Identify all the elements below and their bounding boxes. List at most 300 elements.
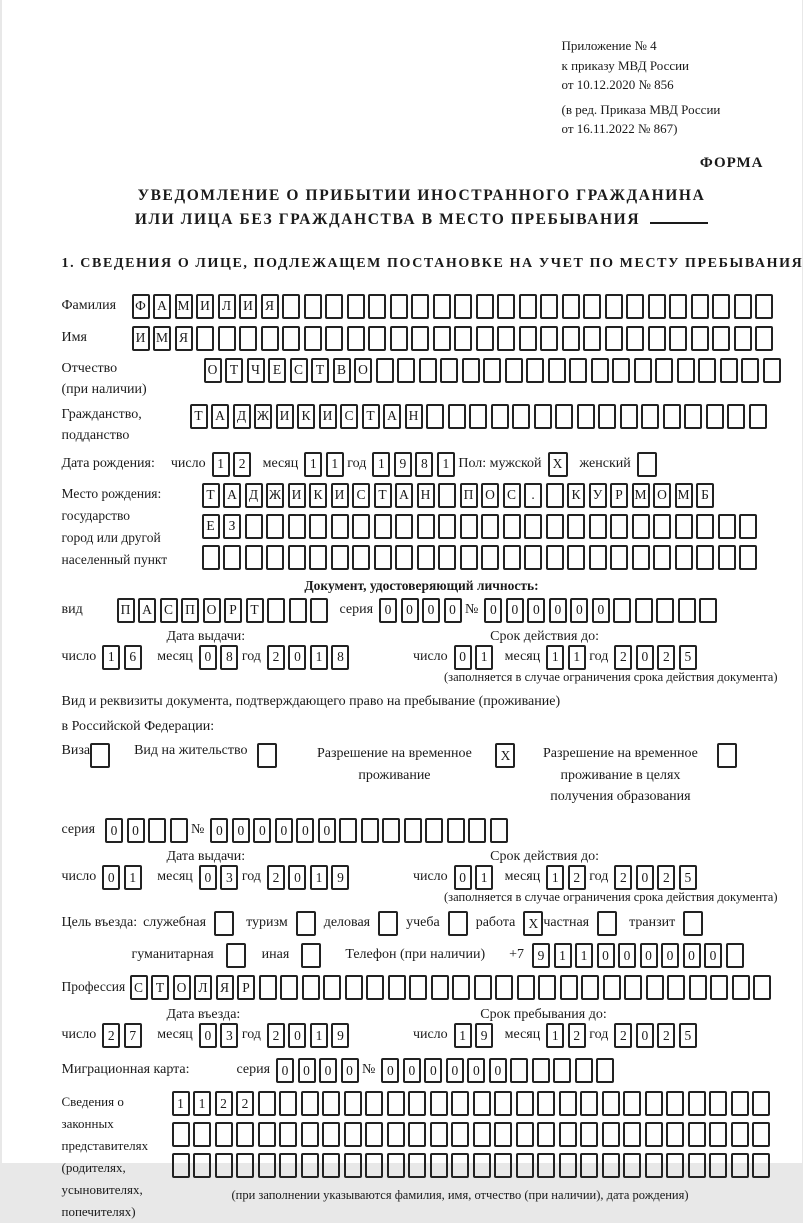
form-cell[interactable]: 1 xyxy=(568,645,586,670)
form-cell[interactable] xyxy=(451,1122,469,1147)
form-cell[interactable]: Т xyxy=(225,358,243,383)
form-cell[interactable] xyxy=(172,1122,190,1147)
form-cell[interactable]: 0 xyxy=(288,865,306,890)
form-cell[interactable] xyxy=(301,1091,319,1116)
form-cell[interactable]: 0 xyxy=(210,818,228,843)
form-cell[interactable] xyxy=(494,1153,512,1178)
form-cell[interactable] xyxy=(236,1153,254,1178)
form-cell[interactable]: 0 xyxy=(318,818,336,843)
form-cell[interactable] xyxy=(322,1153,340,1178)
form-cell[interactable]: И xyxy=(319,404,337,429)
form-cell[interactable]: С xyxy=(130,975,148,1000)
form-cell[interactable] xyxy=(605,294,623,319)
form-cell[interactable]: 1 xyxy=(102,645,120,670)
form-cell[interactable] xyxy=(734,294,752,319)
form-cell[interactable]: 0 xyxy=(275,818,293,843)
form-cell[interactable] xyxy=(417,545,435,570)
form-cell[interactable]: 8 xyxy=(331,645,349,670)
form-cell[interactable]: 9 xyxy=(331,1023,349,1048)
form-cell[interactable]: 0 xyxy=(379,598,397,623)
form-cell[interactable] xyxy=(390,294,408,319)
form-cell[interactable]: 0 xyxy=(288,1023,306,1048)
form-cell[interactable]: Т xyxy=(151,975,169,1000)
form-cell[interactable] xyxy=(688,1122,706,1147)
form-cell[interactable] xyxy=(258,1153,276,1178)
form-cell[interactable] xyxy=(280,975,298,1000)
form-cell[interactable] xyxy=(589,545,607,570)
form-cell[interactable]: В xyxy=(333,358,351,383)
form-cell[interactable] xyxy=(323,975,341,1000)
form-cell[interactable] xyxy=(431,975,449,1000)
form-cell[interactable]: 1 xyxy=(372,452,390,477)
form-cell[interactable] xyxy=(696,514,714,539)
entry-day-cells[interactable] xyxy=(102,1023,145,1048)
form-cell[interactable] xyxy=(684,404,702,429)
form-cell[interactable] xyxy=(510,1058,528,1083)
form-cell[interactable] xyxy=(409,975,427,1000)
form-cell[interactable]: 0 xyxy=(704,943,722,968)
doc-issue-day-cells[interactable] xyxy=(102,645,145,670)
form-cell[interactable] xyxy=(666,1091,684,1116)
form-cell[interactable]: 0 xyxy=(467,1058,485,1083)
stay-issue-year-cells[interactable] xyxy=(267,865,353,890)
form-cell[interactable] xyxy=(526,358,544,383)
birthplace-cells-row2[interactable] xyxy=(202,514,761,539)
form-cell[interactable] xyxy=(580,1153,598,1178)
form-cell[interactable] xyxy=(675,514,693,539)
form-cell[interactable] xyxy=(667,975,685,1000)
form-cell[interactable] xyxy=(653,545,671,570)
form-cell[interactable] xyxy=(331,514,349,539)
form-cell[interactable]: 0 xyxy=(661,943,679,968)
form-cell[interactable] xyxy=(494,1122,512,1147)
form-cell[interactable] xyxy=(417,514,435,539)
purpose-humanitarian-checkbox[interactable] xyxy=(226,943,246,968)
form-cell[interactable]: 0 xyxy=(422,598,440,623)
doc-number-cells[interactable] xyxy=(484,598,721,623)
form-cell[interactable] xyxy=(438,514,456,539)
citizenship-cells[interactable] xyxy=(190,404,771,429)
form-cell[interactable] xyxy=(170,818,188,843)
form-cell[interactable]: 2 xyxy=(267,645,285,670)
form-cell[interactable]: 0 xyxy=(527,598,545,623)
mig-number-cells[interactable] xyxy=(381,1058,618,1083)
doc-kind-cells[interactable] xyxy=(117,598,332,623)
form-cell[interactable]: Л xyxy=(218,294,236,319)
form-cell[interactable] xyxy=(753,975,771,1000)
form-cell[interactable] xyxy=(709,1153,727,1178)
form-cell[interactable]: 9 xyxy=(331,865,349,890)
form-cell[interactable] xyxy=(454,326,472,351)
form-cell[interactable] xyxy=(257,743,277,768)
form-cell[interactable] xyxy=(734,326,752,351)
form-cell[interactable]: М xyxy=(175,294,193,319)
form-cell[interactable]: 0 xyxy=(401,598,419,623)
form-cell[interactable] xyxy=(656,598,674,623)
form-cell[interactable] xyxy=(193,1122,211,1147)
form-cell[interactable] xyxy=(613,598,631,623)
form-cell[interactable] xyxy=(720,358,738,383)
form-cell[interactable]: 5 xyxy=(679,645,697,670)
form-cell[interactable] xyxy=(503,514,521,539)
form-cell[interactable] xyxy=(347,326,365,351)
form-cell[interactable] xyxy=(202,545,220,570)
form-cell[interactable] xyxy=(447,818,465,843)
form-cell[interactable] xyxy=(172,1153,190,1178)
doc-until-day-cells[interactable] xyxy=(454,645,497,670)
form-cell[interactable]: 0 xyxy=(288,645,306,670)
form-cell[interactable] xyxy=(512,404,530,429)
form-cell[interactable] xyxy=(419,358,437,383)
form-cell[interactable] xyxy=(397,358,415,383)
form-cell[interactable] xyxy=(282,326,300,351)
form-cell[interactable] xyxy=(623,1153,641,1178)
form-cell[interactable] xyxy=(310,598,328,623)
form-cell[interactable] xyxy=(516,1091,534,1116)
form-cell[interactable] xyxy=(752,1091,770,1116)
purpose-official-checkbox[interactable] xyxy=(214,911,234,936)
form-cell[interactable] xyxy=(476,294,494,319)
form-cell[interactable]: Л xyxy=(194,975,212,1000)
form-cell[interactable] xyxy=(301,1153,319,1178)
form-cell[interactable]: С xyxy=(290,358,308,383)
form-cell[interactable]: Д xyxy=(233,404,251,429)
form-cell[interactable]: 0 xyxy=(446,1058,464,1083)
form-cell[interactable] xyxy=(460,545,478,570)
form-cell[interactable]: Д xyxy=(245,483,263,508)
form-cell[interactable] xyxy=(469,404,487,429)
form-cell[interactable] xyxy=(279,1091,297,1116)
form-cell[interactable] xyxy=(404,818,422,843)
form-cell[interactable] xyxy=(710,975,728,1000)
form-cell[interactable]: 0 xyxy=(102,865,120,890)
form-cell[interactable] xyxy=(451,1153,469,1178)
form-cell[interactable] xyxy=(519,294,537,319)
form-cell[interactable]: У xyxy=(589,483,607,508)
form-cell[interactable] xyxy=(706,404,724,429)
form-cell[interactable]: 1 xyxy=(172,1091,190,1116)
form-cell[interactable]: 0 xyxy=(640,943,658,968)
form-cell[interactable] xyxy=(688,1153,706,1178)
form-cell[interactable] xyxy=(345,975,363,1000)
form-cell[interactable]: 0 xyxy=(199,1023,217,1048)
form-cell[interactable] xyxy=(322,1122,340,1147)
form-cell[interactable] xyxy=(583,294,601,319)
form-cell[interactable] xyxy=(612,358,630,383)
form-cell[interactable] xyxy=(569,358,587,383)
form-cell[interactable]: X xyxy=(523,911,543,936)
form-cell[interactable]: Ж xyxy=(266,483,284,508)
form-cell[interactable]: 1 xyxy=(124,865,142,890)
form-cell[interactable]: И xyxy=(132,326,150,351)
form-cell[interactable]: 0 xyxy=(341,1058,359,1083)
birth-month-cells[interactable] xyxy=(304,452,347,477)
form-cell[interactable] xyxy=(258,1122,276,1147)
form-cell[interactable] xyxy=(655,358,673,383)
form-cell[interactable]: М xyxy=(632,483,650,508)
form-cell[interactable] xyxy=(540,326,558,351)
stay-till-month-cells[interactable] xyxy=(546,1023,589,1048)
form-cell[interactable] xyxy=(567,514,585,539)
form-cell[interactable] xyxy=(598,404,616,429)
temp-permit-edu-checkbox[interactable] xyxy=(717,743,737,768)
form-cell[interactable] xyxy=(683,911,703,936)
form-cell[interactable] xyxy=(448,911,468,936)
form-cell[interactable] xyxy=(597,911,617,936)
form-cell[interactable] xyxy=(517,975,535,1000)
mig-series-cells[interactable] xyxy=(276,1058,362,1083)
form-cell[interactable] xyxy=(494,1091,512,1116)
form-cell[interactable]: А xyxy=(211,404,229,429)
form-cell[interactable] xyxy=(519,326,537,351)
form-cell[interactable] xyxy=(378,911,398,936)
form-cell[interactable] xyxy=(583,326,601,351)
form-cell[interactable] xyxy=(602,1122,620,1147)
form-cell[interactable] xyxy=(546,545,564,570)
form-cell[interactable] xyxy=(752,1122,770,1147)
form-cell[interactable] xyxy=(709,1091,727,1116)
form-cell[interactable] xyxy=(279,1153,297,1178)
form-cell[interactable] xyxy=(562,326,580,351)
form-cell[interactable] xyxy=(641,404,659,429)
stay-number-cells[interactable] xyxy=(210,818,511,843)
form-cell[interactable] xyxy=(623,1122,641,1147)
form-cell[interactable] xyxy=(537,1153,555,1178)
form-cell[interactable]: П xyxy=(460,483,478,508)
form-cell[interactable] xyxy=(755,326,773,351)
form-cell[interactable]: 0 xyxy=(618,943,636,968)
form-cell[interactable]: 1 xyxy=(475,645,493,670)
form-cell[interactable]: 2 xyxy=(102,1023,120,1048)
form-cell[interactable] xyxy=(696,545,714,570)
form-cell[interactable]: 2 xyxy=(657,645,675,670)
form-cell[interactable]: 1 xyxy=(310,865,328,890)
form-cell[interactable] xyxy=(689,975,707,1000)
form-cell[interactable]: 0 xyxy=(484,598,502,623)
form-cell[interactable]: Р xyxy=(224,598,242,623)
form-cell[interactable]: И xyxy=(331,483,349,508)
form-cell[interactable] xyxy=(387,1091,405,1116)
form-cell[interactable]: И xyxy=(239,294,257,319)
form-cell[interactable]: С xyxy=(352,483,370,508)
form-cell[interactable] xyxy=(282,294,300,319)
form-cell[interactable] xyxy=(755,294,773,319)
form-cell[interactable] xyxy=(497,326,515,351)
form-cell[interactable] xyxy=(462,358,480,383)
form-cell[interactable] xyxy=(553,1058,571,1083)
form-cell[interactable] xyxy=(451,1091,469,1116)
legal-reps-cells-row1[interactable] xyxy=(172,1091,774,1116)
form-cell[interactable] xyxy=(433,326,451,351)
form-cell[interactable]: 0 xyxy=(127,818,145,843)
form-cell[interactable] xyxy=(304,294,322,319)
form-cell[interactable]: 5 xyxy=(679,865,697,890)
form-cell[interactable]: 0 xyxy=(592,598,610,623)
form-cell[interactable] xyxy=(669,326,687,351)
form-cell[interactable] xyxy=(309,514,327,539)
form-cell[interactable] xyxy=(395,514,413,539)
form-cell[interactable] xyxy=(267,598,285,623)
form-cell[interactable]: К xyxy=(567,483,585,508)
form-cell[interactable]: 2 xyxy=(657,865,675,890)
stay-series-cells[interactable] xyxy=(105,818,191,843)
form-cell[interactable] xyxy=(483,358,501,383)
form-cell[interactable]: Я xyxy=(261,294,279,319)
form-cell[interactable] xyxy=(603,975,621,1000)
form-cell[interactable]: 0 xyxy=(636,1023,654,1048)
form-cell[interactable]: 0 xyxy=(298,1058,316,1083)
form-cell[interactable] xyxy=(505,358,523,383)
form-cell[interactable]: 9 xyxy=(394,452,412,477)
form-cell[interactable]: С xyxy=(160,598,178,623)
form-cell[interactable] xyxy=(559,1091,577,1116)
form-cell[interactable]: 2 xyxy=(614,865,632,890)
form-cell[interactable] xyxy=(430,1091,448,1116)
legal-reps-cells-row3[interactable] xyxy=(172,1153,774,1178)
form-cell[interactable] xyxy=(387,1122,405,1147)
form-cell[interactable]: О xyxy=(481,483,499,508)
form-cell[interactable]: Т xyxy=(190,404,208,429)
form-cell[interactable] xyxy=(473,1091,491,1116)
form-cell[interactable]: 1 xyxy=(212,452,230,477)
form-cell[interactable] xyxy=(602,1153,620,1178)
purpose-other-checkbox[interactable] xyxy=(301,943,321,968)
form-cell[interactable] xyxy=(635,598,653,623)
form-cell[interactable]: 0 xyxy=(403,1058,421,1083)
form-cell[interactable] xyxy=(388,975,406,1000)
form-cell[interactable]: 1 xyxy=(310,645,328,670)
temp-permit-checkbox[interactable] xyxy=(495,743,515,768)
form-cell[interactable] xyxy=(309,545,327,570)
form-cell[interactable] xyxy=(425,818,443,843)
form-cell[interactable] xyxy=(560,975,578,1000)
form-cell[interactable] xyxy=(726,943,744,968)
form-cell[interactable]: 8 xyxy=(220,645,238,670)
form-cell[interactable]: 2 xyxy=(568,865,586,890)
form-cell[interactable] xyxy=(632,514,650,539)
form-cell[interactable] xyxy=(448,404,466,429)
form-cell[interactable] xyxy=(677,358,695,383)
form-cell[interactable] xyxy=(259,975,277,1000)
form-cell[interactable]: X xyxy=(548,452,568,477)
form-cell[interactable]: П xyxy=(117,598,135,623)
form-cell[interactable]: Н xyxy=(405,404,423,429)
form-cell[interactable] xyxy=(610,545,628,570)
form-cell[interactable] xyxy=(344,1091,362,1116)
form-cell[interactable] xyxy=(669,294,687,319)
form-cell[interactable] xyxy=(532,1058,550,1083)
form-cell[interactable] xyxy=(476,326,494,351)
form-cell[interactable] xyxy=(718,545,736,570)
form-cell[interactable]: 0 xyxy=(199,865,217,890)
form-cell[interactable] xyxy=(196,326,214,351)
form-cell[interactable] xyxy=(433,294,451,319)
form-cell[interactable] xyxy=(258,1091,276,1116)
form-cell[interactable] xyxy=(376,358,394,383)
form-cell[interactable] xyxy=(368,326,386,351)
form-cell[interactable]: З xyxy=(223,514,241,539)
form-cell[interactable]: 1 xyxy=(546,865,564,890)
form-cell[interactable]: 0 xyxy=(276,1058,294,1083)
form-cell[interactable] xyxy=(620,404,638,429)
form-cell[interactable]: Т xyxy=(362,404,380,429)
form-cell[interactable]: 2 xyxy=(267,1023,285,1048)
form-cell[interactable] xyxy=(331,545,349,570)
form-cell[interactable] xyxy=(663,404,681,429)
form-cell[interactable]: А xyxy=(138,598,156,623)
form-cell[interactable]: Ж xyxy=(254,404,272,429)
form-cell[interactable]: 8 xyxy=(415,452,433,477)
form-cell[interactable] xyxy=(148,818,166,843)
form-cell[interactable]: 1 xyxy=(554,943,572,968)
form-cell[interactable]: П xyxy=(181,598,199,623)
purpose-work-checkbox[interactable] xyxy=(523,911,543,936)
form-cell[interactable] xyxy=(645,1153,663,1178)
form-cell[interactable] xyxy=(559,1153,577,1178)
form-cell[interactable]: 1 xyxy=(304,452,322,477)
form-cell[interactable] xyxy=(739,545,757,570)
form-cell[interactable] xyxy=(749,404,767,429)
form-cell[interactable] xyxy=(430,1153,448,1178)
form-cell[interactable]: 0 xyxy=(597,943,615,968)
form-cell[interactable] xyxy=(490,818,508,843)
form-cell[interactable] xyxy=(540,294,558,319)
form-cell[interactable] xyxy=(454,294,472,319)
form-cell[interactable] xyxy=(653,514,671,539)
form-cell[interactable] xyxy=(296,911,316,936)
form-cell[interactable] xyxy=(473,1122,491,1147)
form-cell[interactable] xyxy=(626,294,644,319)
stay-till-year-cells[interactable] xyxy=(614,1023,700,1048)
form-cell[interactable] xyxy=(245,545,263,570)
form-cell[interactable]: 0 xyxy=(454,645,472,670)
form-cell[interactable] xyxy=(365,1122,383,1147)
form-cell[interactable] xyxy=(503,545,521,570)
form-cell[interactable] xyxy=(581,975,599,1000)
form-cell[interactable] xyxy=(632,545,650,570)
form-cell[interactable] xyxy=(731,1091,749,1116)
form-cell[interactable] xyxy=(261,326,279,351)
birthplace-cells-row3[interactable] xyxy=(202,545,761,570)
stay-until-year-cells[interactable] xyxy=(614,865,700,890)
form-cell[interactable] xyxy=(577,404,595,429)
form-cell[interactable] xyxy=(555,404,573,429)
form-cell[interactable]: 1 xyxy=(546,1023,564,1048)
form-cell[interactable] xyxy=(562,294,580,319)
form-cell[interactable] xyxy=(580,1091,598,1116)
form-cell[interactable]: 2 xyxy=(236,1091,254,1116)
form-cell[interactable]: Р xyxy=(610,483,628,508)
patronymic-cells[interactable] xyxy=(204,358,785,383)
form-cell[interactable]: А xyxy=(383,404,401,429)
form-cell[interactable]: 3 xyxy=(220,1023,238,1048)
form-cell[interactable] xyxy=(218,326,236,351)
form-cell[interactable]: X xyxy=(495,743,515,768)
form-cell[interactable] xyxy=(624,975,642,1000)
form-cell[interactable] xyxy=(610,514,628,539)
form-cell[interactable] xyxy=(717,743,737,768)
form-cell[interactable] xyxy=(473,1153,491,1178)
form-cell[interactable] xyxy=(344,1153,362,1178)
form-cell[interactable] xyxy=(534,404,552,429)
form-cell[interactable] xyxy=(347,294,365,319)
sex-female-checkbox[interactable] xyxy=(637,452,657,477)
form-cell[interactable] xyxy=(718,514,736,539)
phone-cells[interactable] xyxy=(532,943,747,968)
form-cell[interactable] xyxy=(752,1153,770,1178)
form-cell[interactable]: О xyxy=(204,358,222,383)
form-cell[interactable] xyxy=(699,598,717,623)
